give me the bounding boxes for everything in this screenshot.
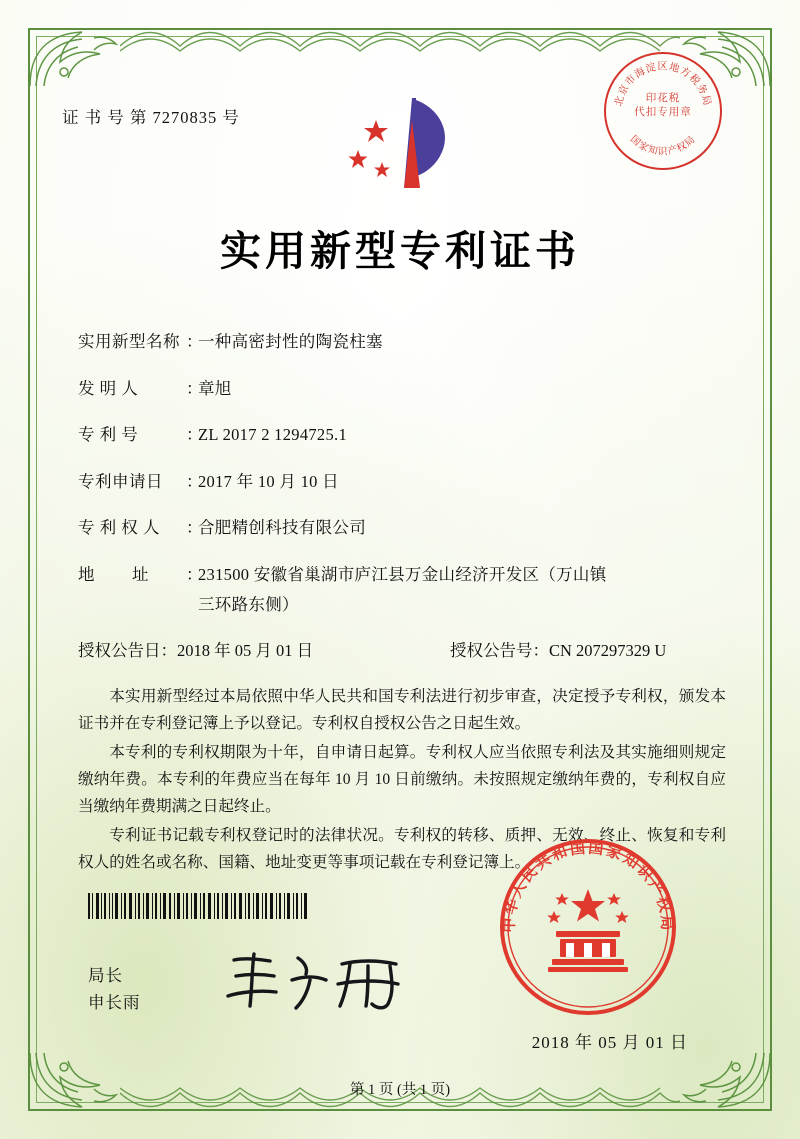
field-row-patent-number — [78, 423, 728, 447]
corner-ornament-icon — [24, 22, 120, 92]
svg-text:国家知识产权局 — [628, 134, 698, 158]
field-list — [78, 330, 728, 663]
tax-seal-arc-bottom: 国家知识产权局 — [627, 133, 699, 158]
page-title: 实用新型专利证书 — [220, 228, 580, 274]
tax-seal-arc-top: 北京市海淀区地方税务局 — [613, 61, 713, 108]
director-name-label: 申长雨 — [88, 993, 141, 1012]
field-row-inventor — [78, 377, 728, 401]
publication-number-group — [450, 639, 728, 663]
publication-row — [78, 639, 728, 663]
field-colon: ： — [186, 425, 203, 444]
national-emblem-seal — [494, 833, 682, 1021]
director-role-label: 局长 — [88, 966, 123, 985]
field-label: 地 址 — [78, 564, 149, 584]
tax-seal-line-1: 印花税 — [645, 93, 681, 104]
paragraph-3: 专利证书记载专利权登记时的法律状况。专利权的转移、质押、无效、终止、恢复和专利权人的姓名或名称、国籍、地址变更等事项记载在专利登记簿上。 — [78, 827, 726, 871]
national-seal-arc-text: 中华人民共和国国家知识产权局 — [501, 840, 675, 934]
field-label: 专 利 号 — [78, 425, 139, 444]
certificate-number: 证 书 号 第 7270835 号 — [62, 108, 240, 127]
field-value-inventor: 章旭 — [198, 378, 232, 398]
director-handwritten-signature — [218, 948, 428, 1014]
publication-date-colon: ： — [160, 641, 177, 660]
publication-number-colon: ： — [532, 641, 549, 660]
top-ornament-icon — [120, 24, 680, 54]
field-label: 专 利 权 人 — [78, 518, 160, 537]
field-row-patentee — [78, 516, 728, 540]
publication-number-label: 授权公告号 — [450, 641, 533, 660]
field-value-patentee: 合肥精创科技有限公司 — [198, 518, 366, 537]
tax-seal-line-2: 代扣专用章 — [634, 107, 692, 118]
seal-date: 2018 年 05 月 01 日 — [531, 1033, 688, 1052]
address-line-2: 三环路东侧） — [198, 594, 299, 614]
signature-labels — [88, 962, 141, 1016]
field-value-application-date: 2017 年 10 月 10 日 — [198, 471, 339, 491]
field-colon: ： — [186, 518, 203, 537]
publication-date-label: 授权公告日 — [78, 641, 161, 660]
publication-date-value: 2018 年 05 月 01 日 — [177, 641, 314, 660]
field-colon: ： — [186, 332, 203, 351]
paragraph-1: 本实用新型经过本局依照中华人民共和国专利法进行初步审查，决定授予专利权，颁发本证书并在专利登记簿上予以登记。专利权自授权公告之日起生效。 — [78, 688, 726, 732]
field-value-utility-model-name: 一种高密封性的陶瓷柱塞 — [198, 332, 383, 351]
svg-text:中华人民共和国国家知识产权局 — [501, 839, 676, 933]
page-number: 第 1 页 (共 1 页) — [349, 1082, 451, 1098]
paragraph-2: 本专利的专利权期限为十年，自申请日起算。专利权人应当依照专利法及其实施细则规定缴纳年费。本专利的年费应当在每年 10 月 10 日前缴纳。未按照规定缴纳年费的，专利权自应当缴纳年费期满之日起终止。 — [78, 744, 726, 815]
field-label: 发 明 人 — [78, 378, 139, 398]
field-row-address — [78, 563, 728, 617]
tax-stamp-seal — [604, 52, 722, 170]
cnipa-logo-icon — [330, 88, 475, 198]
field-colon: ： — [186, 471, 203, 491]
barcode — [88, 893, 310, 919]
field-colon: ： — [186, 378, 203, 398]
field-row-application-date — [78, 470, 728, 494]
publication-date-group — [78, 639, 450, 663]
field-label: 实用新型名称 — [78, 332, 180, 351]
address-line-1: 231500 安徽省巢湖市庐江县万金山经济开发区（万山镇 — [198, 564, 607, 584]
field-colon: ： — [186, 564, 203, 584]
field-value-address — [198, 563, 728, 617]
field-label: 专利申请日 — [78, 471, 163, 491]
field-row-utility-model-name — [78, 330, 728, 354]
field-value-patent-number: ZL 2017 2 1294725.1 — [198, 425, 347, 444]
publication-number-value: CN 207297329 U — [549, 641, 667, 660]
